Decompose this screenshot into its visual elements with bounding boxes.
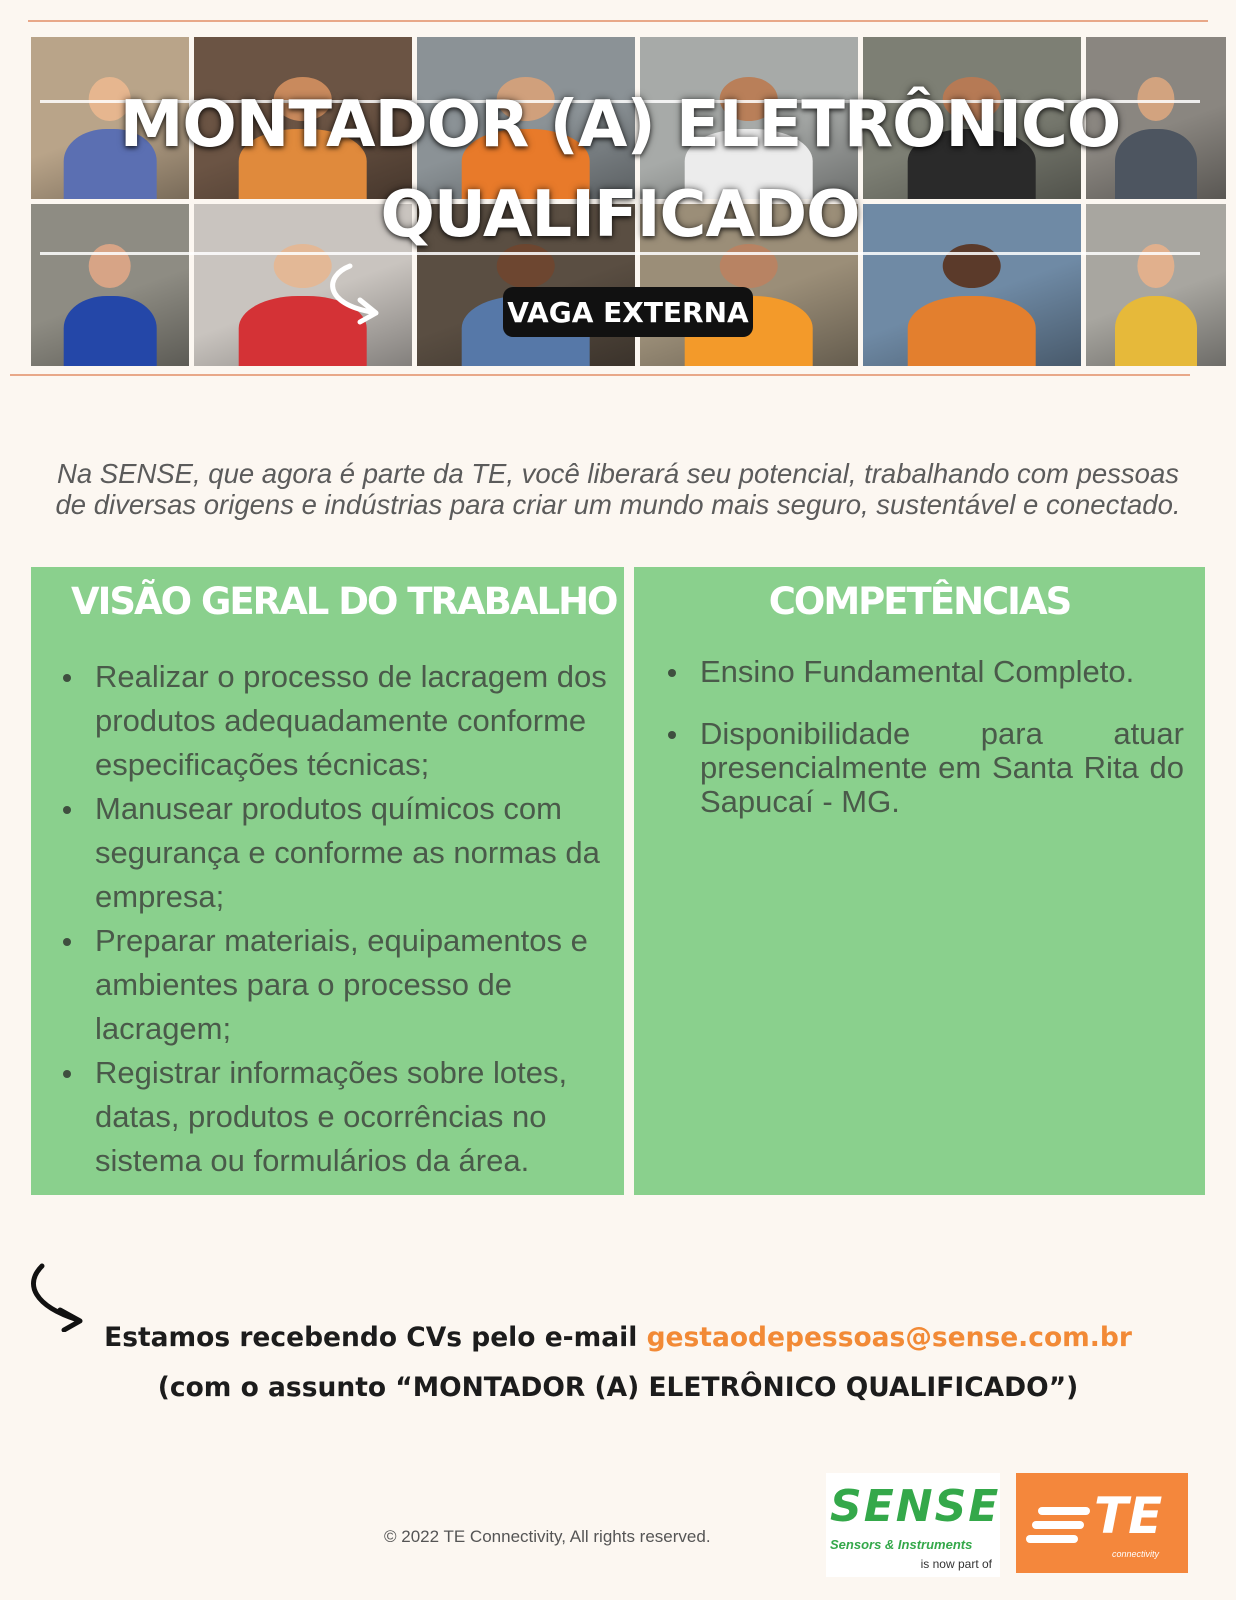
job-title (31, 80, 1209, 260)
job-overview-panel (31, 567, 624, 1195)
intro-text (30, 458, 1206, 520)
list-item: Manusear produtos químicos com segurança e conforme as normas da empresa; (59, 787, 609, 919)
list-item: Ensino Fundamental Completo. (664, 655, 1184, 689)
competencies-list (664, 655, 1184, 847)
job-overview-title: VISÃO GERAL DO TRABALHO (71, 580, 617, 623)
te-stripes-icon (1020, 1473, 1100, 1573)
list-item: Preparar materiais, equipamentos e ambientes para o processo de lacragem; (59, 919, 609, 1051)
competencies-title: COMPETÊNCIAS (768, 580, 1071, 623)
top-divider (28, 20, 1208, 22)
sense-logo-wordmark: SENSE (830, 1481, 1001, 1532)
cv-instructions-text: Estamos recebendo CVs pelo e-mail (104, 1322, 647, 1353)
job-title-line-1: MONTADOR (A) ELETRÔNICO (119, 88, 1121, 162)
external-job-badge: VAGA EXTERNA (503, 287, 753, 337)
sense-logo (826, 1473, 1000, 1577)
job-title-line-2: QUALIFICADO (380, 178, 860, 252)
list-item: Registrar informações sobre lotes, datas, produtos e ocorrências no sistema ou formulários da área. (59, 1051, 609, 1183)
cv-instructions (0, 1322, 1236, 1353)
header-divider (10, 374, 1190, 376)
list-item: Disponibilidade para atuar presencialmente em Santa Rita do Sapucaí - MG. (664, 717, 1184, 819)
email-link[interactable]: gestaodepessoas@sense.com.br (646, 1322, 1132, 1353)
competencies-panel (634, 567, 1205, 1195)
te-logo-wordmark: TE (1094, 1487, 1163, 1545)
cv-subject-line: (com o assunto “MONTADOR (A) ELETRÔNICO QUALIFICADO”) (157, 1372, 1079, 1403)
te-logo-sub: connectivity (1112, 1549, 1160, 1559)
sense-logo-note: is now part of (920, 1557, 992, 1571)
te-logo (1016, 1473, 1188, 1573)
intro-line-2: de diversas origens e indústrias para criar um mundo mais seguro, sustentável e conectado. (55, 489, 1181, 520)
copyright-text: © 2022 TE Connectivity, All rights reserved. (384, 1527, 711, 1546)
curved-arrow-icon (318, 262, 388, 326)
list-item: Realizar o processo de lacragem dos produtos adequadamente conforme especificações técnicas; (59, 655, 609, 787)
intro-line-1: Na SENSE, que agora é parte da TE, você liberará seu potencial, trabalhando com pessoas (56, 458, 1180, 489)
job-overview-list (59, 655, 609, 1183)
sense-logo-tagline: Sensors & Instruments (830, 1537, 973, 1552)
